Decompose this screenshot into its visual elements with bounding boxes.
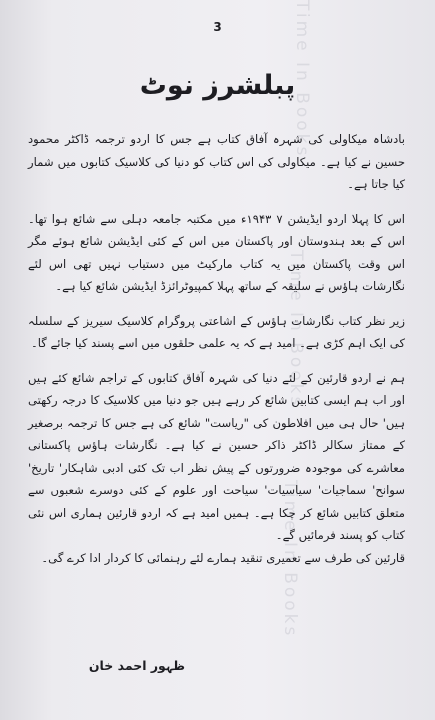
publisher-note-body xyxy=(28,128,405,569)
paragraph: اس کا پہلا اردو ایڈیشن ۷ ۱۹۴۳ء میں مکتبہ جامعہ دہلی سے شائع ہوا تھا۔ اس کے بعد ہندوستان اور پاکستان میں اس کے کئی ایڈیشن شائع ہوئے مگر اس وقت پاکستان میں یہ کتاب مارکیٹ میں دستیاب نہیں تھی اس لئے نگارشات ہاؤس نے سلیقہ کے ساتھ پہلا کمپیوٹرائزڈ ایڈیشن شائع کیا ہے۔ xyxy=(28,211,405,293)
signature: ظہور احمد خان xyxy=(88,658,185,673)
watermark: Time In Books xyxy=(280,480,300,639)
paragraph: بادشاہ میکاولی کی شہرہ آفاق کتاب ہے جس کا اردو ترجمہ ڈاکٹر محمود حسین نے کیا ہے۔ میکاولی کی اس کتاب کو دنیا کی کلاسیک کتابوں میں شمار کیا جاتا ہے۔ xyxy=(28,132,405,191)
watermark: Time In Books xyxy=(292,0,312,159)
page-number: 3 xyxy=(213,20,222,34)
watermark: Time In Books xyxy=(286,250,306,409)
paragraph: ہم نے اردو قارئین کے لئے دنیا کی شہرہ آفاق کتابوں کے تراجم شائع کئے ہیں اور اب ہم ایسی کتابیں شائع کر رہے ہیں جو دنیا میں کلاسیک کا درجہ رکھتی ہیں' حال ہی میں افلاطون کی "ریاست" شائع کی ہے جس کا ترجمہ برصغیر کے ممتاز سکالر ڈاکٹر ذاکر حسین نے کیا ہے۔ نگارشات ہاؤس پاکستانی معاشرے کی موجودہ ضرورتوں کے پیش نظر اب تک کئی ادبی شاہکار' تاریخ' سوانح' سماجیات' سیاسیات' سیاحت اور علوم کے کئی دوسرے شعبوں سے متعلق کتابیں شائع کر چکا ہے۔ ہمیں امید ہے کہ اردو قارئین ہماری اس نئی کتاب کو پسند فرمائیں گے۔ xyxy=(28,370,405,542)
paragraph: زیر نظر کتاب نگارشات ہاؤس کے اشاعتی پروگرام کلاسیک سیریز کے سلسلہ کی ایک اہم کڑی ہے۔ امید ہے کہ یہ علمی حلقوں میں اسے پسند کیا جائے گا۔ xyxy=(28,313,405,350)
paragraph: قارئین کی طرف سے تعمیری تنقید ہمارے لئے رہنمائی کا کردار ادا کرے گی۔ xyxy=(41,550,405,565)
page-title: پبلشرز نوٹ xyxy=(139,70,296,101)
